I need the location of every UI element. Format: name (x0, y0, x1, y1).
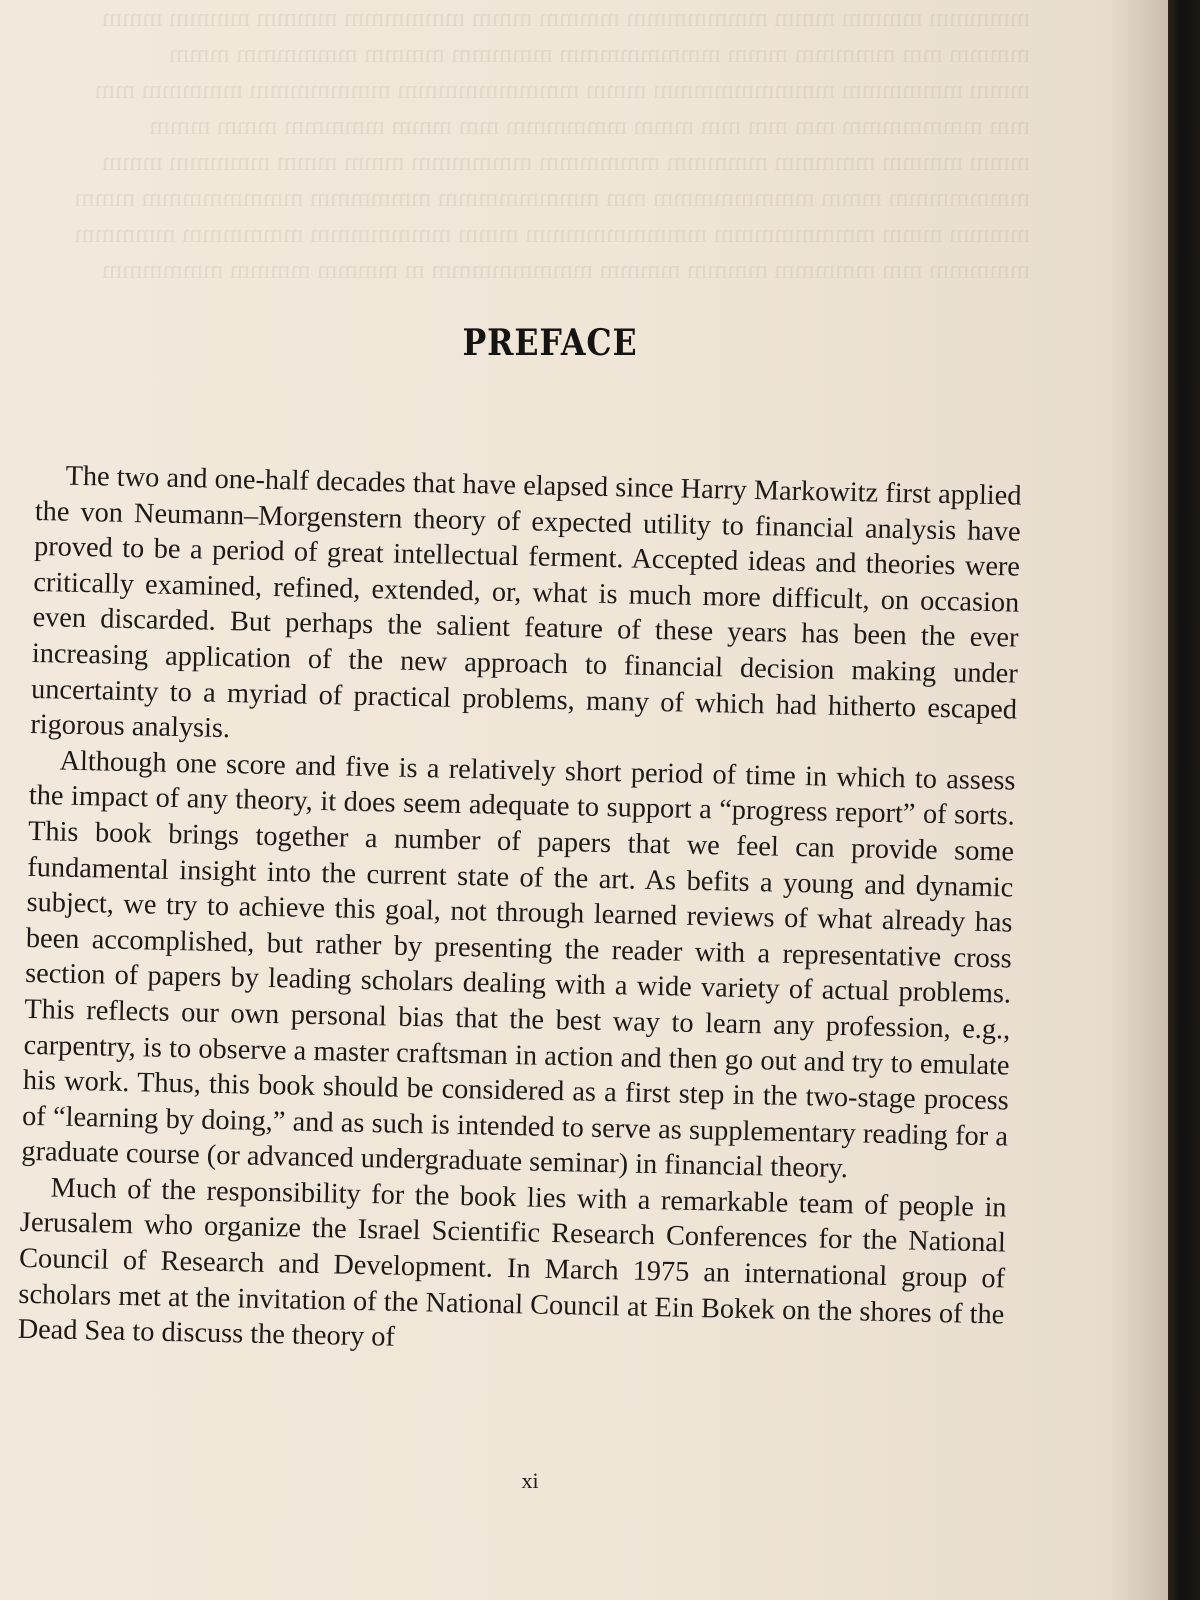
book-cover-edge (1168, 0, 1200, 1600)
paragraph: Although one score and five is a relatively short period of time in which to assess the impact of any theory, it does seem adequate to support a “progress report” of sorts. This book brings together a number of papers that we feel can provide some fundamental insight into the current state of the art. As befits a young and dynamic subject, we try to achieve this goal, not through learned reviews of what already has been accomplished, but rather by presenting the reader with a representative cross section of papers by leading scholars dealing with a wide variety of actual problems. This reflects our own personal bias that the best way to learn any profession, e.g., carpentry, is to observe a master craftsman in action and then go out and try to emulate his work. Thus, this book should be considered as a first step in the two-stage process of “learning by doing,” and as such is intended to serve as supplementary reading for a graduate course (or advanced undergraduate seminar) in financial theory. (21, 745, 1016, 1185)
page-title: PREFACE (462, 322, 638, 364)
page-number: xi (521, 1468, 539, 1493)
preface-body (17, 458, 1021, 1368)
page-shading (1108, 0, 1168, 1600)
show-through-text: mmmmm mmmm mmm mmmmmmm mmmm mmm mmmmmm mmmm mmmm mmm mmmm mm mmmmm mmm mmmmmmmm mmmmm mmmm mmmmmm mmm mmm mmmmmm mmmmmmmmm mmm mmmmmmmmm mmmmmmm mmmmm mm mm mmmmmmm mm mm mm mmm mmmmmm mm mmm mmmmm mmm mmm mmm mmmm mmmmm mmmmm mmmmmm mmmmmm mmm mmm mmmmm mmm mmmmmmm mmm mmmmmmmm mm mmmmmmmm mmmmmm mmmmmmmm mmm mmmm mmm mmmmmmmm mmmmmmmmm mmm mmmmmmm mmmmmm mmmmm mmmmm mm mmmmm mmmm mmmm mmmmmmmm m mmmm mmmm mmmmmm (74, 3, 1030, 284)
paragraph: Much of the responsibility for the book lies with a remarkable team of people in Jerusalem who organize the Israel Scientific Research Conferences for the National Council of Research and Development. In March 1975 an international group of scholars met at the invitation of the National Council at Ein Bokek on the shores of the Dead Sea to discuss the theory of (17, 1172, 1007, 1353)
paragraph: The two and one-half decades that have elapsed since Harry Markowitz first applied the von Neumann–Morgenstern theory of expected utility to financial analysis have proved to be a period of great intellectual ferment. Accepted ideas and theories were critically examined, refined, extended, or, what is much more difficult, on occasion even discarded. But perhaps the salient feature of these years has been the ever increasing application of the new approach to financial decision making under uncertainty to a myriad of practical problems, many of which had hitherto escaped rigorous analysis. (30, 460, 1022, 745)
